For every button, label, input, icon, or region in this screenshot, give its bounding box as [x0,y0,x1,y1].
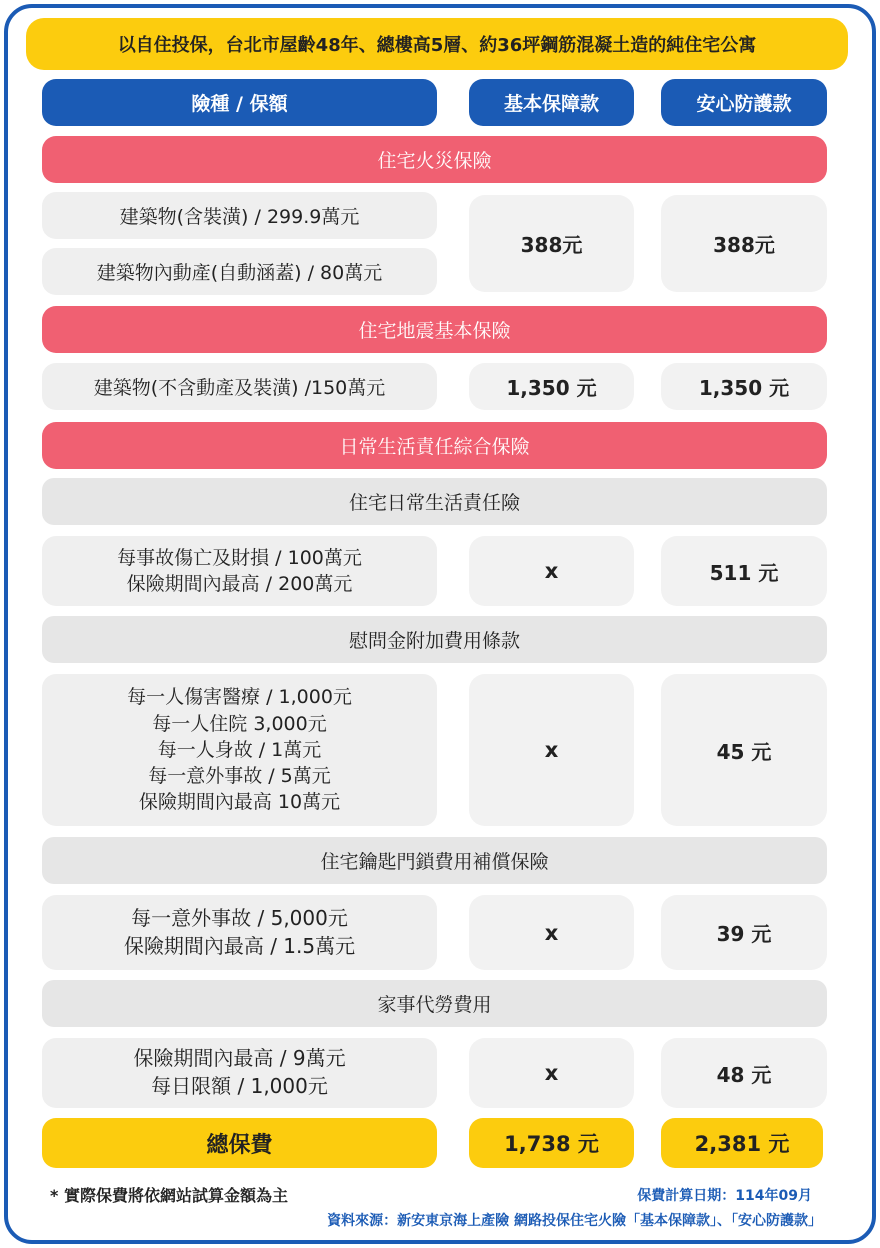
subsection-housework-fee: 家事代勞費用 [42,980,827,1027]
section-fire-insurance: 住宅火災保險 [42,136,827,183]
fire-basic-price: 388元 [469,195,634,292]
coverage-line: 每一意外事故 / 5,000元 [131,905,348,930]
header-basic-plan: 基本保障款 [469,79,634,126]
coverage-line: 每日限額 / 1,000元 [151,1074,328,1098]
coverage-line: 保險期間內最高 10萬元 [138,791,341,814]
subsection-consolation-rider: 慰問金附加費用條款 [42,616,827,663]
quake-item-building: 建築物(不含動產及裝潢) /150萬元 [42,363,437,410]
fire-premium-price: 388元 [661,195,827,292]
subsection-daily-liability: 住宅日常生活責任險 [42,478,827,525]
consolation-basic: x [469,674,634,826]
section-earthquake-insurance: 住宅地震基本保險 [42,306,827,353]
coverage-line: 保險期間內最高 / 9萬元 [133,1046,346,1071]
coverage-line: 每一意外事故 / 5萬元 [148,765,331,788]
coverage-line: 每事故傷亡及財損 / 100萬元 [117,546,362,569]
calc-date: 保費計算日期：114年09月 [637,1188,812,1204]
total-premium-price: 2,381 元 [661,1118,823,1168]
housework-coverage [42,1038,437,1108]
coverage-line: 保險期間內最高 / 200萬元 [126,573,353,595]
page-title: 以自住投保，台北市屋齡48年、總樓高5層、約36坪鋼筋混凝土造的純住宅公寓 [26,18,848,70]
fire-item-building: 建築物(含裝潢) / 299.9萬元 [42,192,437,239]
quake-premium-price: 1,350 元 [661,363,827,410]
lock-coverage [42,895,437,970]
coverage-line: 每一人傷害醫療 / 1,000元 [127,686,352,709]
housework-basic: x [469,1038,634,1108]
lock-premium: 39 元 [661,895,827,970]
consolation-premium: 45 元 [661,674,827,826]
daily-liability-coverage [42,536,437,606]
coverage-line: 每一人住院 3,000元 [152,712,327,735]
total-label: 總保費 [42,1118,437,1168]
quake-basic-price: 1,350 元 [469,363,634,410]
total-basic-price: 1,738 元 [469,1118,634,1168]
disclaimer-note: * 實際保費將依網站試算金額為主 [50,1186,288,1205]
subsection-lock-compensation: 住宅鑰匙門鎖費用補償保險 [42,837,827,884]
daily-liability-premium: 511 元 [661,536,827,606]
coverage-line: 保險期間內最高 / 1.5萬元 [123,933,356,958]
consolation-coverage [42,674,437,826]
lock-basic: x [469,895,634,970]
coverage-line: 每一人身故 / 1萬元 [157,738,322,761]
header-premium-plan: 安心防護款 [661,79,827,126]
housework-premium: 48 元 [661,1038,827,1108]
daily-liability-basic: x [469,536,634,606]
section-liability-insurance: 日常生活責任綜合保險 [42,422,827,469]
data-source: 資料來源：新安東京海上產險 網路投保住宅火險「基本保障款」、「安心防護款」 [327,1213,822,1229]
fire-item-contents: 建築物內動產(自動涵蓋) / 80萬元 [42,248,437,295]
header-coverage: 險種 / 保額 [42,79,437,126]
